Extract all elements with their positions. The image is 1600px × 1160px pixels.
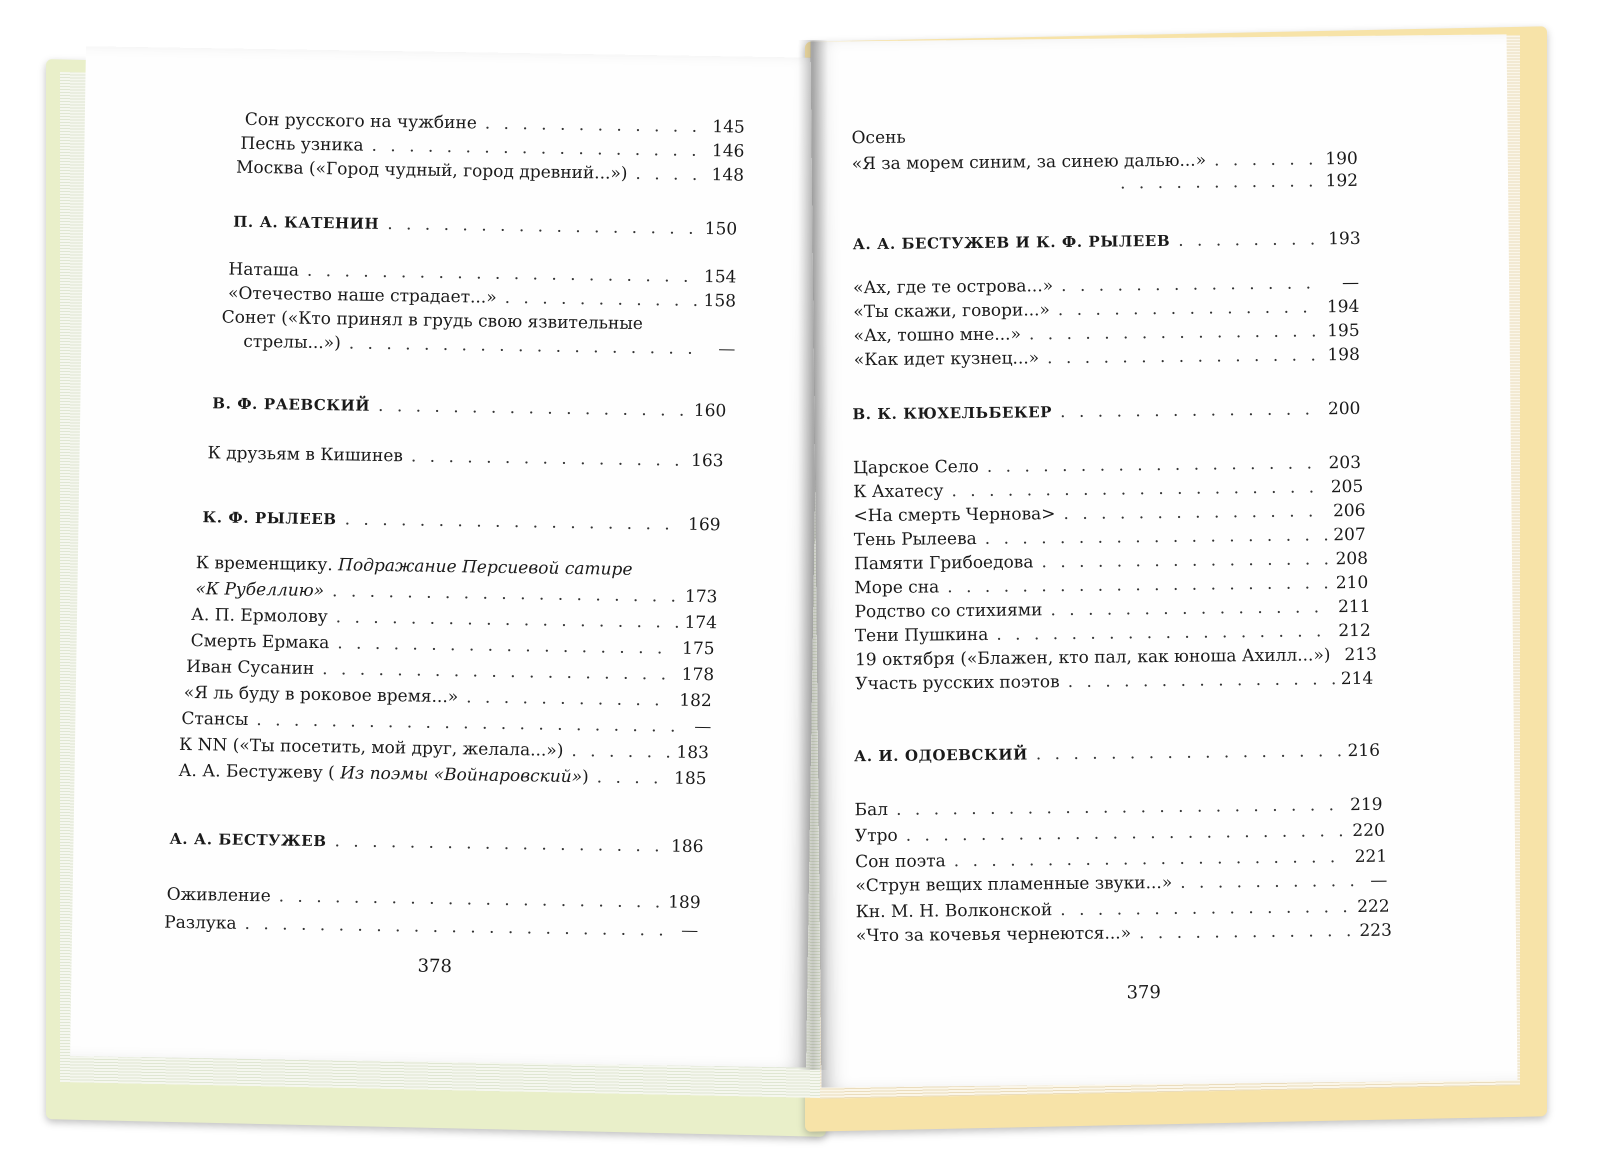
toc-leader-dots	[1050, 596, 1332, 621]
toc-entry-title: К NN («Ты посетить, мой друг, желала...»)	[178, 734, 564, 761]
toc-entry-title: «Я за морем синим, за синею далью...»	[851, 150, 1207, 175]
toc-entry	[181, 708, 711, 738]
toc-entry-title: «Ах, тошно мне...»	[853, 324, 1022, 347]
toc-entry-title: А. А. Бестужеву ( Из поэмы «Войнаровский»)	[178, 760, 589, 788]
toc-entry-title: Москва («Город чудный, город древний...»)	[235, 157, 628, 184]
toc-entry-title: Участь русских поэтов	[855, 672, 1060, 695]
toc-page-number: 206	[1332, 500, 1366, 522]
toc-entry-title: А. П. Ермолову	[190, 605, 328, 628]
toc-leader-dots	[1120, 170, 1320, 194]
toc-leader-dots	[485, 113, 707, 138]
toc-page-number: 193	[1328, 228, 1361, 250]
toc-author-heading	[169, 828, 703, 858]
toc-entry-title: «Ты скажи, говори...»	[853, 300, 1050, 323]
toc-entry	[854, 548, 1368, 575]
toc-leader-dots	[1060, 896, 1351, 921]
toc-page-number: 223	[1359, 920, 1392, 941]
toc-entry	[853, 476, 1363, 503]
toc-leader-dots	[987, 452, 1323, 478]
toc-entry	[164, 912, 698, 942]
toc-entry	[853, 272, 1359, 299]
toc-entry	[186, 656, 714, 686]
toc-leader-dots	[571, 740, 670, 764]
toc-page-number: 183	[676, 742, 710, 764]
toc-entry	[855, 846, 1387, 874]
toc-page-number: —	[694, 716, 712, 738]
toc-leader-dots	[387, 213, 699, 240]
toc-entry	[855, 620, 1371, 647]
toc-page-number: 173	[684, 586, 718, 608]
toc-entry	[191, 604, 717, 634]
toc-author-heading	[854, 740, 1380, 768]
toc-leader-dots	[466, 686, 673, 711]
toc-page-number: 145	[712, 117, 745, 138]
toc-entry-title: Разлука	[164, 912, 237, 934]
toc-leader-dots	[1178, 228, 1322, 252]
toc-leader-dots	[914, 138, 1324, 142]
toc-page-number: 214	[1340, 668, 1374, 690]
toc-leader-dots	[344, 508, 682, 535]
toc-leader-dots	[996, 620, 1332, 646]
toc-leader-dots	[371, 135, 706, 162]
toc-leader-dots	[947, 572, 1330, 598]
toc-leader-dots	[1214, 148, 1320, 171]
toc-leader-dots	[896, 794, 1344, 821]
toc-entry-title: Кн. М. Н. Волконской	[855, 900, 1053, 923]
toc-page-number: 154	[703, 267, 737, 288]
toc-page-number: 192	[1325, 170, 1359, 192]
toc-page-number: 208	[1335, 548, 1369, 570]
toc-author-heading	[212, 392, 726, 422]
toc-leader-dots	[651, 329, 702, 330]
toc-entry-title: П. А. КАТЕНИН	[233, 212, 380, 233]
left-page	[70, 46, 822, 1067]
toc-entry-title: К Ахатесу	[853, 481, 944, 503]
toc-entry-title: Утро	[854, 825, 898, 847]
toc-entry-title: Смерть Ермака	[190, 631, 330, 654]
toc-leader-dots	[378, 395, 688, 422]
toc-entry-title: Сон русского на чужбине	[244, 109, 477, 134]
toc-entry	[179, 734, 709, 764]
toc-author-heading	[852, 398, 1360, 425]
toc-entry-title: Песнь узника	[240, 133, 364, 156]
toc-leader-dots	[1058, 296, 1321, 321]
toc-page-number: —	[718, 339, 736, 360]
toc-entry	[207, 442, 723, 472]
toc-page-number: 185	[673, 768, 707, 790]
toc-entry-title: К друзьям в Кишинев	[207, 443, 404, 467]
toc-entry	[195, 578, 717, 608]
toc-entry-title: 19 октября («Блажен, кто пал, как юноша Ахилл...»)	[854, 645, 1331, 671]
toc-entry	[853, 296, 1359, 323]
toc-entry-title: Наташа	[228, 259, 300, 281]
toc-page-number: 212	[1338, 620, 1371, 642]
right-page	[811, 34, 1518, 1087]
toc-page-number: 194	[1326, 296, 1360, 318]
toc-page-number: 158	[703, 291, 737, 312]
toc-entry-title: <На смерть Чернова>	[853, 504, 1056, 527]
toc-leader-dots	[1180, 870, 1353, 894]
toc-leader-dots	[322, 658, 676, 686]
toc-entry-title: Иван Сусанин	[186, 656, 315, 679]
toc-entry-title: Осень	[851, 127, 906, 149]
toc-leader-dots	[334, 830, 665, 857]
toc-entry-title: Тени Пушкина	[854, 624, 989, 647]
toc-entry-title: «Струн вещих пламенные звуки...»	[855, 872, 1173, 897]
toc-entry	[855, 870, 1387, 898]
toc-entry	[853, 452, 1361, 479]
toc-entry-title: А. А. БЕСТУЖЕВ	[169, 829, 327, 851]
toc-leader-dots	[1029, 320, 1321, 345]
toc-leader-dots	[985, 524, 1328, 550]
toc-leader-dots	[1060, 398, 1322, 423]
toc-leader-dots	[349, 332, 702, 360]
toc-entry-title: Царское Село	[852, 456, 979, 479]
toc-entry	[854, 794, 1382, 822]
toc-entry	[184, 682, 712, 712]
toc-page-number: 146	[711, 141, 745, 162]
toc-page-number: 219	[1350, 794, 1383, 816]
toc-leader-dots	[951, 476, 1325, 502]
toc-leader-dots	[954, 846, 1349, 872]
toc-page-number: 163	[690, 450, 724, 472]
toc-leader-dots	[505, 287, 698, 312]
page-number-right: 379	[1126, 982, 1161, 1004]
toc-entry	[195, 552, 633, 581]
toc-leader-dots	[597, 766, 669, 789]
toc-leader-dots	[635, 163, 705, 186]
toc-page-number: 210	[1335, 572, 1369, 594]
toc-leader-dots	[411, 445, 685, 471]
toc-entry	[190, 630, 714, 660]
toc-entry-title: «Отечество наше страдает...»	[227, 283, 497, 308]
toc-page-number: 222	[1357, 896, 1390, 917]
toc-leader-dots	[1047, 344, 1322, 369]
toc-entry	[855, 668, 1373, 695]
toc-entry	[854, 320, 1360, 347]
toc-page-number: 148	[711, 165, 745, 186]
toc-leader-dots	[256, 709, 677, 738]
toc-entry-title: «Я ль буду в роковое время...»	[183, 682, 459, 708]
toc-page-number: —	[1370, 870, 1388, 891]
toc-entry	[854, 524, 1366, 551]
toc-leader-dots	[307, 260, 698, 288]
toc-page-number: 221	[1354, 846, 1388, 868]
toc-page-number: 178	[681, 664, 715, 686]
toc-entry-title: Памяти Грибоедова	[853, 552, 1034, 575]
toc-entry	[851, 122, 1357, 149]
toc-entry	[854, 596, 1370, 623]
toc-leader-dots	[336, 606, 679, 633]
toc-entry-title: А. И. ОДОЕВСКИЙ	[853, 745, 1028, 766]
toc-page-number: 174	[684, 612, 718, 634]
toc-entry-title: К временщику. Подражание Персиевой сатире	[195, 553, 633, 580]
toc-page-number: 189	[667, 892, 701, 914]
toc-page-number: 200	[1327, 398, 1361, 420]
toc-leader-dots	[337, 632, 676, 659]
toc-leader-dots	[1061, 272, 1325, 297]
toc-page-number: 216	[1347, 740, 1381, 762]
toc-entry-title: «Что за кочевья чернеются...»	[855, 923, 1132, 947]
toc-entry-title: Сонет («Кто принял в грудь свою язвительные	[221, 307, 644, 335]
toc-entry	[856, 920, 1392, 948]
toc-entry-title: Тень Рылеева	[853, 528, 977, 551]
toc-leader-dots	[906, 820, 1347, 847]
toc-entry	[166, 884, 700, 914]
toc-entry-title: В. К. КЮХЕЛЬБЕКЕР	[852, 403, 1053, 424]
toc-page-number: 175	[681, 638, 715, 660]
toc-author-heading	[202, 506, 720, 536]
toc-entry	[178, 760, 706, 790]
toc-page-number: 190	[1325, 148, 1358, 170]
toc-entry-title: Бал	[854, 799, 889, 821]
toc-leader-dots	[1139, 920, 1354, 944]
toc-list-left	[86, 46, 822, 942]
toc-page-number: 182	[679, 690, 712, 712]
toc-leader-dots	[279, 885, 663, 913]
toc-leader-dots	[1063, 500, 1327, 525]
toc-page-number: 211	[1337, 596, 1371, 618]
toc-page-number: 207	[1333, 524, 1366, 546]
toc-entry-title: Родство со стихиями	[854, 600, 1043, 623]
toc-entry	[854, 644, 1378, 671]
toc-entry-title: К. Ф. РЫЛЕЕВ	[202, 508, 337, 529]
toc-entry-title: стрелы...»)	[243, 331, 341, 354]
toc-page-number: —	[1341, 272, 1360, 294]
toc-leader-dots	[1068, 668, 1335, 693]
toc-entry-title: Море сна	[854, 577, 940, 599]
toc-entry-title: Сон поэта	[855, 851, 946, 873]
toc-leader-dots	[244, 913, 664, 942]
toc-entry	[853, 500, 1365, 527]
toc-page-number: 195	[1327, 320, 1360, 342]
toc-page-number: 205	[1330, 476, 1364, 498]
toc-page-number: 169	[687, 514, 721, 536]
toc-page-number: 186	[670, 836, 704, 858]
toc-entry	[854, 572, 1368, 599]
toc-entry-title: Стансы	[181, 708, 249, 730]
toc-author-heading	[853, 228, 1361, 255]
page-number-left: 378	[417, 955, 453, 978]
toc-entry	[854, 344, 1360, 371]
toc-page-number: 160	[693, 400, 727, 422]
toc-page-number: 198	[1327, 344, 1360, 366]
toc-page-number: 150	[704, 219, 738, 240]
toc-entry-title: В. Ф. РАЕВСКИЙ	[212, 394, 371, 415]
toc-page-number: —	[681, 920, 699, 942]
toc-page-number: 213	[1344, 644, 1378, 666]
toc-page-number: 220	[1352, 820, 1385, 842]
toc-entry-title: «Ах, где те острова...»	[853, 276, 1054, 299]
toc-entry-title: Оживление	[166, 884, 271, 907]
toc-entry-title: «Как идет кузнец...»	[853, 348, 1040, 371]
toc-author-heading	[233, 211, 737, 241]
toc-page-number: 203	[1328, 452, 1362, 474]
toc-leader-dots	[1036, 740, 1342, 765]
toc-entry-title: А. А. БЕСТУЖЕВ И К. Ф. РЫЛЕЕВ	[852, 231, 1171, 254]
toc-leader-dots	[332, 580, 679, 607]
toc-entry-title: «К Рубеллию»	[195, 579, 325, 602]
toc-entry	[1112, 170, 1358, 195]
toc-entry	[856, 896, 1390, 924]
toc-entry	[855, 820, 1385, 848]
toc-leader-dots	[1041, 548, 1329, 573]
